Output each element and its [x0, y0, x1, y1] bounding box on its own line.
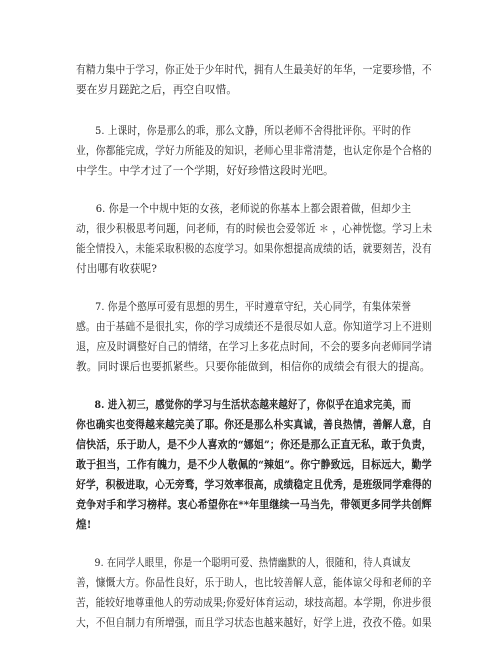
- text-line: 退，应及时调整好自己的情绪，在学习上多花点时间，不会的要多向老师同学请: [76, 341, 433, 353]
- paragraph-6: [76, 199, 432, 279]
- text-line: 教。同时课后也要抓紧些。只要你能做到，相信你的成绩会有很大的提高。: [76, 361, 431, 373]
- text-line: 要在岁月蹉跎之后，再空自叹惜。: [76, 84, 238, 96]
- paragraph-4-tail: [76, 60, 432, 100]
- paragraph-5: [76, 121, 432, 181]
- paragraph-7: [76, 297, 432, 377]
- text-line: 敢于担当，工作有魄力，是不少人敬佩的“辣姐”。你宁静致远，目标远大，勤学: [76, 459, 432, 471]
- document-body: [76, 60, 432, 633]
- text-line: 5. 上课时，你是那么的乖，那么文静，所以老师不舍得批评你。平时的作: [95, 125, 411, 137]
- text-line: 竞争对手和学习榜样。衷心希望你在**年里继续一马当先，带领更多同学共创辉: [76, 499, 432, 511]
- text-line: 苦，能较好地尊重他人的劳动成果;你爱好体育运动，球技高超。本学期，你进步很: [76, 597, 432, 609]
- paragraph-8: [76, 395, 432, 535]
- text-line: 好学，积极进取，心无旁骛，学习效率很高，成绩稳定且优秀，是班级同学难得的: [76, 479, 432, 491]
- text-line: 有精力集中于学习，你正处于少年时代，拥有人生最美好的年华，一定要珍惜，不: [76, 64, 432, 76]
- text-line: 能全情投入，未能采取积极的态度学习。如果你想提高成绩的话，就要刻苦，没有: [76, 243, 432, 255]
- text-line: 动，很少积极思考问题，问老师，有的时候也会爱邻近 ＊ ，心神恍惚。学习上未: [76, 223, 433, 235]
- text-line: 付出哪有收获呢?: [76, 263, 158, 275]
- text-line: 善，慷慨大方。你品性良好，乐于助人，也比较善解人意，能体谅父母和老师的辛: [76, 577, 432, 589]
- text-line: 6. 你是一个中规中矩的女孩，老师说的你基本上都会跟着做，但却少主: [95, 203, 412, 215]
- text-line: 7. 你是个憨厚可爱有思想的男生，平时遵章守纪，关心同学，有集体荣誉: [95, 301, 411, 313]
- text-line: 感。由于基础不是很扎实，你的学习成绩还不是很尽如人意。你知道学习上不进则: [76, 321, 432, 333]
- text-line: 8. 进入初三，感觉你的学习与生活状态越来越好了，你似乎在追求完美，而: [94, 399, 412, 411]
- paragraph-9: [76, 553, 432, 633]
- text-line: 你也确实也变得越来越完美了耶。你还是那么朴实真诚，善良热情，善解人意，自: [76, 419, 432, 431]
- text-line: 煌!: [76, 519, 92, 531]
- text-line: 9. 在同学人眼里，你是一个聪明可爱、热情幽默的人，很随和，待人真诚友: [94, 557, 411, 569]
- text-line: 大，不但自制力有所增强，而且学习状态也越来越好，好学上进，孜孜不倦。如果: [76, 617, 432, 629]
- text-line: 中学生。中学才过了一个学期，好好珍惜这段时光吧。: [76, 165, 334, 177]
- text-line: 业，你都能完成，学好力所能及的知识，老师心里非常清楚，也认定你是个合格的: [76, 145, 432, 157]
- text-line: 信快活，乐于助人，是不少人喜欢的“娜姐”；你还是那么正直无私，敢于负责，: [76, 439, 432, 451]
